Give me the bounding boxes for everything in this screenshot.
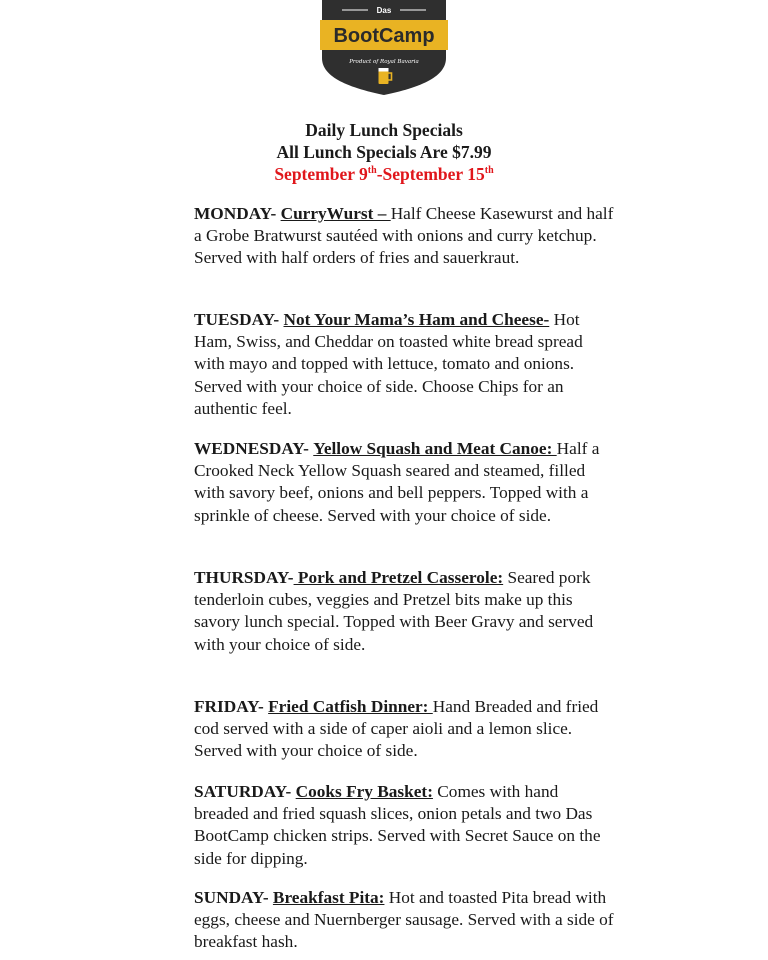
date-end-suffix: th bbox=[484, 165, 494, 176]
logo-name: BootCamp bbox=[333, 25, 435, 47]
dish-description: Hot and toasted Pita bread with eggs, cheese and Nuernberger sausage. Served with a side of breakfast hash. bbox=[194, 888, 614, 952]
dish-name: Fried Catfish Dinner: bbox=[268, 697, 433, 716]
dish-description: Hot Ham, Swiss, and Cheddar on toasted white bread spread with mayo and topped with lettuce, tomato and onions. Served with your choice of side. Choose Chips for an authentic feel. bbox=[194, 310, 583, 418]
logo-tagline: Product of Royal Bavaria bbox=[349, 59, 419, 65]
dish-name: Not Your Mama’s Ham and Cheese- bbox=[283, 310, 550, 329]
special-tuesday bbox=[194, 309, 614, 420]
day-label: WEDNESDAY- bbox=[194, 439, 309, 458]
dish-name: Cooks Fry Basket: bbox=[295, 782, 433, 801]
dish-name: Pork and Pretzel Casserole: bbox=[293, 568, 504, 587]
special-sunday bbox=[194, 887, 614, 954]
date-range bbox=[0, 163, 768, 185]
logo-graphic bbox=[320, 0, 448, 96]
date-end: -September 15 bbox=[376, 164, 485, 184]
dish-description: Hand Breaded and fried cod served with a side of caper aioli and a lemon slice. Served with your choice of side. bbox=[194, 697, 599, 761]
dish-description: Comes with hand breaded and fried squash slices, onion petals and two Das BootCamp chicken strips. Served with Secret Sauce on the side for dipping. bbox=[194, 782, 601, 868]
page-title: Daily Lunch Specials bbox=[305, 120, 463, 140]
day-label: SUNDAY- bbox=[194, 888, 269, 907]
dish-name: CurryWurst – bbox=[280, 204, 391, 223]
dish-description: Half Cheese Kasewurst and half a Grobe Bratwurst sautéed with onions and curry ketchup. Served with half orders of fries and sauerkraut. bbox=[194, 204, 614, 268]
day-label: SATURDAY- bbox=[194, 782, 292, 801]
day-label: MONDAY- bbox=[194, 204, 277, 223]
logo-badge bbox=[320, 0, 448, 96]
dish-name: Breakfast Pita: bbox=[272, 888, 385, 907]
day-label: FRIDAY- bbox=[194, 697, 264, 716]
dish-description: Seared pork tenderloin cubes, veggies and Pretzel bits make up this savory lunch special. Topped with Beer Gravy and served with your choice of side. bbox=[194, 568, 594, 654]
price-line: All Lunch Specials Are $7.99 bbox=[276, 142, 492, 162]
date-start: September 9 bbox=[274, 164, 368, 184]
special-thursday bbox=[194, 567, 614, 656]
dish-description: Half a Crooked Neck Yellow Squash seared and steamed, filled with savory beef, onions and bell peppers. Topped with a sprinkle of cheese. Served with your choice of side. bbox=[194, 439, 600, 525]
special-friday bbox=[194, 696, 614, 763]
day-label: THURSDAY- bbox=[194, 568, 294, 587]
dish-name: Yellow Squash and Meat Canoe: bbox=[313, 439, 557, 458]
special-monday bbox=[194, 203, 614, 270]
date-start-suffix: th bbox=[367, 165, 377, 176]
logo-top-text: Das bbox=[376, 6, 392, 15]
day-label: TUESDAY- bbox=[194, 310, 280, 329]
special-wednesday bbox=[194, 438, 614, 527]
special-saturday bbox=[194, 781, 614, 870]
